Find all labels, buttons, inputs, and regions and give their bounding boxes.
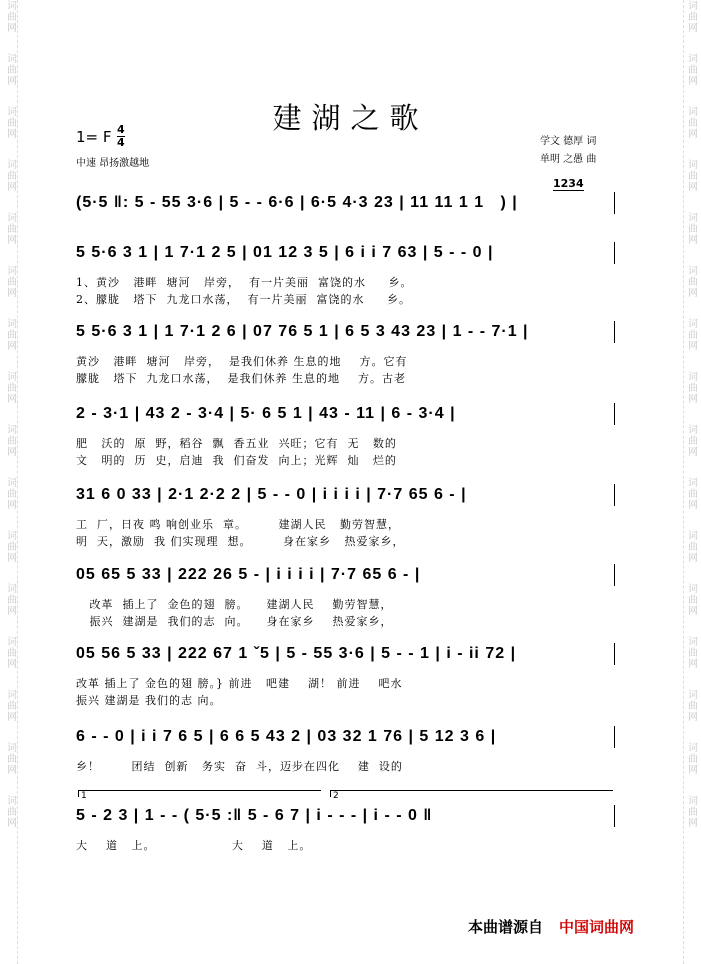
barline	[614, 726, 615, 748]
watermark-left	[3, 0, 18, 964]
watermark-text: 词曲网	[4, 265, 16, 298]
watermark-text: 词曲网	[4, 318, 16, 351]
watermark-text: 词曲网	[685, 106, 697, 139]
lyric-line: 明 天，激励 我 们实现理 想。 身在家乡 热爱家乡，	[76, 535, 405, 548]
lyric-line: 肥 沃的 原 野，稻谷 飘 香五业 兴旺；它有 无 数的	[76, 437, 397, 450]
tempo-marking: 中速 昂扬激越地	[76, 158, 150, 169]
watermark-text: 词曲网	[685, 583, 697, 616]
watermark-text: 词曲网	[685, 477, 697, 510]
watermark-text: 词曲网	[685, 530, 697, 563]
volta-first: 1	[78, 790, 321, 797]
notation-line: 05 56 5 33 | 222 67 1 ˇ5 | 5 - 55 3·6 | 5 - - 1 | i - ii 72 |	[76, 645, 517, 662]
watermark-text: 词曲网	[685, 0, 697, 33]
ending-marker: 1234	[553, 177, 584, 190]
time-signature	[117, 124, 125, 149]
watermark-text: 词曲网	[4, 742, 16, 775]
notation-line: (5·5 ‖: 5 - 55 3·6 | 5 - - 6·6 | 6·5 4·3 23 | 11 11 1 1 ) |	[76, 194, 518, 211]
notation-line: 5 5·6 3 1 | 1 7·1 2 5 | 01 12 3 5 | 6 i i 7 63 | 5 - - 0 |	[76, 244, 494, 261]
footer-label: 本曲谱源自	[468, 918, 544, 936]
watermark-text: 词曲网	[685, 636, 697, 669]
watermark-text: 词曲网	[4, 159, 16, 192]
watermark-text: 词曲网	[685, 53, 697, 86]
time-signature-bottom: 4	[117, 136, 125, 149]
barline	[614, 643, 615, 665]
notation-line: 05 65 5 33 | 222 26 5 - | i i i i | 7·7 65 6 - |	[76, 566, 421, 583]
watermark-text: 词曲网	[4, 371, 16, 404]
watermark-text: 词曲网	[685, 742, 697, 775]
lyric-line: 振兴 建湖是 我们的志 向。 身在家乡 热爱家乡，	[76, 615, 393, 628]
watermark-text: 词曲网	[4, 53, 16, 86]
lyric-line: 2、朦胧 塔下 九龙口水荡， 有一片美丽 富饶的水 乡。	[76, 293, 411, 306]
volta-second: 2	[330, 790, 613, 797]
lyric-line: 改革 插上了 金色的翅 膀。} 前进 吧建 湖！ 前进 吧水	[76, 677, 403, 690]
notation-line: 5 5·6 3 1 | 1 7·1 2 6 | 07 76 5 1 | 6 5 3 43 23 | 1 - - 7·1 |	[76, 323, 529, 340]
footer	[468, 916, 634, 937]
barline	[614, 484, 615, 506]
watermark-right	[683, 0, 698, 964]
watermark-text: 词曲网	[685, 424, 697, 457]
watermark-text: 词曲网	[4, 530, 16, 563]
lyric-line: 乡！ 团结 创新 务实 奋 斗，迈步在四化 建 设的	[76, 760, 403, 773]
lyricist-credit: 学文 德厚 词	[540, 136, 597, 147]
notation-line: 6 - - 0 | i i 7 6 5 | 6 6 5 43 2 | 03 32 1 76 | 5 12 3 6 |	[76, 728, 497, 745]
watermark-text: 词曲网	[4, 583, 16, 616]
barline	[614, 242, 615, 264]
watermark-text: 词曲网	[685, 212, 697, 245]
lyric-line: 工 厂，日夜 鸣 响创业乐 章。 建湖人民 勤劳智慧，	[76, 518, 400, 531]
notation-line: 5 - 2 3 | 1 - - ( 5·5 :‖ 5 - 6 7 | i - - - | i - - 0 ‖	[76, 807, 433, 824]
lyric-line: 黄沙 港畔 塘河 岸旁， 是我们休养 生息的地 方。它有	[76, 355, 408, 368]
watermark-text: 词曲网	[685, 795, 697, 828]
notation-line: 2 - 3·1 | 43 2 - 3·4 | 5· 6 5 1 | 43 - 11 | 6 - 3·4 |	[76, 405, 456, 422]
watermark-text: 词曲网	[4, 424, 16, 457]
lyric-line: 大 道 上。 大 道 上。	[76, 839, 312, 852]
lyric-line: 朦胧 塔下 九龙口水荡， 是我们休养 生息的地 方。古老	[76, 372, 406, 385]
key-signature: 1= F	[76, 128, 112, 146]
barline	[614, 805, 615, 827]
song-title: 建湖之歌	[272, 101, 429, 135]
lyric-line: 文 明的 历 史，启迪 我 们奋发 向上；光辉 灿 烂的	[76, 454, 397, 467]
composer-credit: 单明 之愚 曲	[540, 154, 597, 165]
watermark-text: 词曲网	[4, 0, 16, 33]
barline	[614, 321, 615, 343]
watermark-text: 词曲网	[685, 318, 697, 351]
watermark-text: 词曲网	[4, 106, 16, 139]
time-signature-top: 4	[117, 123, 125, 136]
footer-source-link[interactable]: 中国词曲网	[559, 918, 635, 936]
watermark-text: 词曲网	[685, 689, 697, 722]
barline	[614, 564, 615, 586]
lyric-line: 振兴 建湖是 我们的志 向。	[76, 694, 222, 707]
lyric-line: 1、黄沙 港畔 塘河 岸旁， 有一片美丽 富饶的水 乡。	[76, 276, 413, 289]
watermark-text: 词曲网	[4, 477, 16, 510]
watermark-text: 词曲网	[4, 212, 16, 245]
watermark-text: 词曲网	[4, 795, 16, 828]
lyric-line: 改革 插上了 金色的翅 膀。 建湖人民 勤劳智慧，	[76, 598, 393, 611]
watermark-text: 词曲网	[685, 371, 697, 404]
watermark-text: 词曲网	[4, 636, 16, 669]
watermark-text: 词曲网	[685, 265, 697, 298]
watermark-text: 词曲网	[685, 159, 697, 192]
watermark-text: 词曲网	[4, 689, 16, 722]
barline	[614, 403, 615, 425]
notation-line: 31 6 0 33 | 2·1 2·2 2 | 5 - - 0 | i i i i | 7·7 65 6 - |	[76, 486, 467, 503]
barline	[614, 192, 615, 214]
